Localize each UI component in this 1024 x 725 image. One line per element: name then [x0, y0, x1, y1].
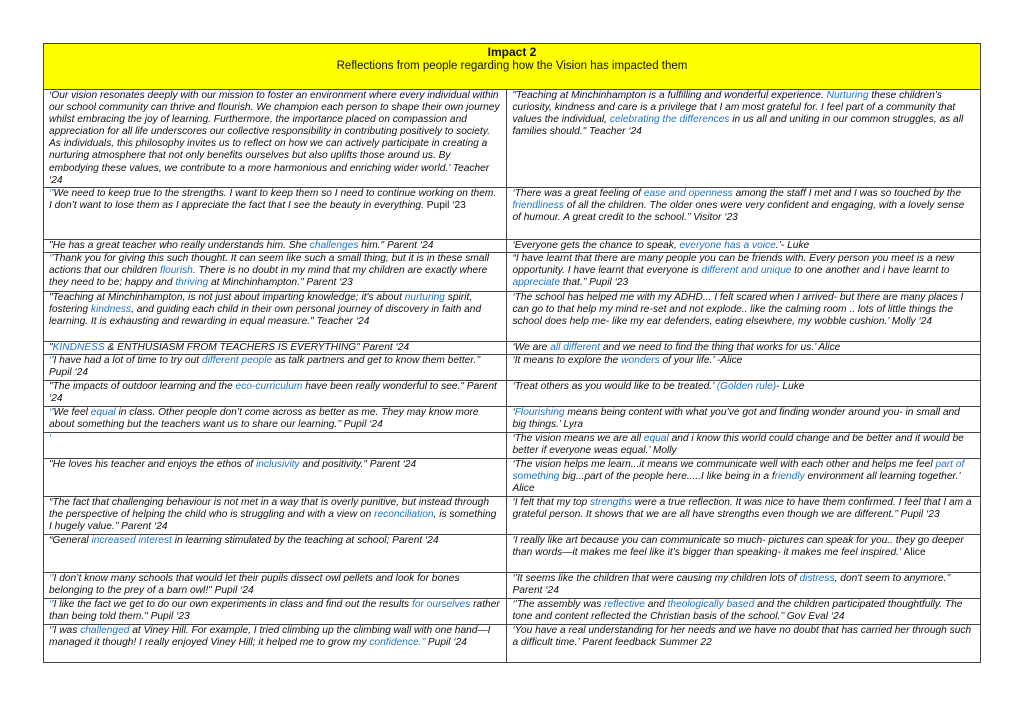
quote-cell-left — [44, 240, 507, 253]
quote-cell-left — [44, 599, 507, 625]
table-row — [44, 240, 981, 253]
highlighted-phrase: eco-curriculum — [235, 381, 303, 393]
highlighted-phrase: different people — [201, 355, 273, 367]
quote-text: "The impacts of outdoor learning and the — [49, 381, 236, 393]
table-row — [44, 292, 981, 342]
quote-text: environment all learning together.’ Alice — [512, 471, 961, 495]
quote-cell-right — [507, 188, 981, 240]
highlighted-phrase: reconciliation — [374, 509, 434, 521]
quote-text: big...part of the people here.....I like being in a f — [559, 471, 775, 483]
highlighted-phrase: reflective — [604, 599, 645, 611]
table-row — [44, 355, 981, 381]
quote-cell-right — [507, 90, 981, 188]
quote-cell-left — [44, 535, 507, 573]
highlighted-phrase: strengths — [590, 497, 632, 509]
quote-text: at Viney Hill. For example, I tried climbing up the climbing wall with one hand—I managed it though! I really enjoyed Viney Hill; it helped me to grow my — [49, 625, 491, 649]
highlighted-phrase: kindness — [90, 304, 132, 316]
highlighted-phrase: increased interest — [91, 535, 172, 547]
quote-text: ‘The school has helped me with my ADHD... I felt scared when I arrived- but there are many places I can go to that help my mind re-set and not explode.. like the calming room .. lots of little things the school does help me- like my ear defenders, eating elsewhere, my wobble cushion.’ Molly ‘24 — [512, 292, 964, 328]
quote-cell-right — [507, 599, 981, 625]
quote-text: "Teaching at Minchinhampton is a fulfilling and wonderful experience. — [512, 90, 827, 101]
highlighted-phrase: everyone has a voice — [679, 240, 776, 251]
quote-cell-right — [507, 625, 981, 663]
quote-text: were a true reflection. It was nice to have them confirmed. I feel that I am a grateful person. It shows that we are all have strengths even though we are different.’’ Pupil ‘23 — [512, 497, 972, 521]
highlighted-phrase: inclusivity — [255, 459, 300, 471]
quote-text: "Teaching at Minchinhampton, is not just about imparting knowledge; it's about — [49, 292, 405, 304]
quote-text: spirit, fostering — [49, 292, 473, 316]
table-row — [44, 90, 981, 188]
quote-text: of your life.’ -Alice — [659, 355, 743, 367]
quote-text: , and guiding each child in their own personal journey of discovery in faith and learning. It is exhausting and rewarding in equal measure." Teacher ‘24 — [49, 304, 482, 328]
quote-cell-right — [507, 459, 981, 497]
quote-text: , don't seem to anymore.’’ Parent ‘24 — [512, 573, 951, 597]
quote-text: ‘You have a real understanding for her needs and we have no doubt that has carried her through such a difficult time.’ Parent feedback Summer 22 — [512, 625, 972, 649]
quote-text: Pupil ‘24 — [425, 637, 467, 649]
quote-text: in class. Other people don’t come across as better as me. They may know more about something but the teachers want us to share our learning.’’ Pupil ‘24 — [49, 407, 479, 431]
quote-text: and we need to find the thing that works for us.’ Alice — [600, 342, 841, 354]
quote-text: “General — [49, 535, 92, 547]
quote-text: ‘Treat others as you would like to be treated.’ — [512, 381, 717, 393]
highlighted-phrase: ‘ — [49, 253, 52, 265]
highlighted-phrase: ‘ — [49, 407, 52, 419]
highlighted-phrase: Flourishing — [514, 407, 565, 419]
highlighted-phrase: ‘ — [49, 188, 52, 199]
quote-text: “The fact that challenging behaviour is not met in a way that is overly punitive, but instead through the perspective of helping the child who is struggling and with a view on — [49, 497, 490, 521]
table-row — [44, 407, 981, 433]
quote-text: ’I have had a lot of time to try out — [51, 355, 202, 367]
quote-text: ‘It means to explore the — [512, 355, 622, 367]
quote-text: means being content with what you’ve got and finding wonder around you- in small and big things.’ Lyra — [512, 407, 960, 431]
quote-text: ‘There was a great feeling of — [512, 188, 644, 199]
quote-text: ‘I felt that my top — [512, 497, 591, 509]
highlighted-phrase: all different — [550, 342, 601, 354]
quote-text: and — [644, 599, 668, 611]
quote-text: as talk partners and get to know them better.’’ Pupil ‘24 — [49, 355, 480, 379]
quote-text: & ENTHUSIASM FROM TEACHERS IS EVERYTHING" Parent ‘24 — [104, 342, 410, 354]
quote-cell-left — [44, 459, 507, 497]
quote-text: that.’’ Pupil ‘23 — [560, 277, 629, 289]
quote-text: and positivity." Parent ‘24 — [299, 459, 417, 471]
quote-text: in us all and uniting in our common struggles, as all families should." Teacher ‘24 — [512, 114, 964, 138]
quote-text: ’I like the fact we get to do our own experiments in class and find out the results — [51, 599, 412, 611]
quote-text: rather than being told them." Pupil ‘23 — [49, 599, 500, 623]
quote-cell-right — [507, 342, 981, 355]
highlighted-phrase: appreciate — [512, 277, 561, 289]
quote-text: of all the children. The older ones were very confident and engaging, with a lovely sense of humour. A great credit to the school.’’ Visitor ‘23 — [512, 200, 965, 224]
quote-text: “I have learnt that there are many people you can be friends with. Every person you meet is a new opportunity. I have learnt that everyone is — [512, 253, 955, 277]
highlighted-phrase: challenges — [309, 240, 359, 251]
quote-cell-left — [44, 625, 507, 663]
highlighted-phrase: challenged — [80, 625, 130, 637]
quote-cell-left — [44, 407, 507, 433]
quote-cell-right — [507, 573, 981, 599]
highlighted-phrase: Nurturing — [826, 90, 869, 101]
quote-text: in learning stimulated by the teaching at school; Parent ‘24 — [171, 535, 439, 547]
quote-text: ‘Everyone gets the chance to speak, — [512, 240, 680, 251]
quote-text: ’We need to keep true to the strengths. I want to keep them so I need to continue working on them. I don’t want to lose them as I appreciate the fact that I see the beauty in everything. — [49, 188, 497, 212]
quote-text: to one another and i have learnt to — [791, 265, 950, 277]
quote-cell-left — [44, 188, 507, 240]
quote-text: these children’s curiosity, kindness and care is a privilege that I am most grateful for. I feel part of a community that values the individual, — [512, 90, 956, 126]
quote-text: ‘The vision helps me learn...it means we communicate well with each other and helps me feel — [512, 459, 936, 471]
quote-text: ’We feel — [51, 407, 91, 419]
quote-text: ’I don’t know many schools that would let their pupils dissect owl pellets and look for bones belonging to the prey of a barn owl!" Pupil ‘24 — [49, 573, 460, 597]
quote-text: ‘ — [512, 407, 515, 419]
table-row — [44, 253, 981, 292]
quote-cell-left — [44, 90, 507, 188]
highlighted-phrase: different and unique — [701, 265, 792, 277]
table-subtitle: Reflections from people regarding how the Vision has impacted them — [336, 60, 688, 72]
quote-text: ’Thank you for giving this such thought. It can seem like such a small thing, but it is in these small actions that our children — [49, 253, 489, 277]
quote-cell-right — [507, 240, 981, 253]
quote-text: Alice — [903, 547, 926, 559]
table-title: Impact 2 — [487, 45, 537, 59]
quote-text: and i know this world could change and be better and it would be better if everyone weas equal.’ Molly — [512, 433, 964, 457]
quote-cell-right — [507, 292, 981, 342]
highlighted-phrase: flourish — [160, 265, 193, 277]
quote-text: .’- Luke — [775, 240, 810, 251]
quote-text: him." Parent ‘24 — [358, 240, 434, 251]
highlighted-phrase: friendliness — [512, 200, 564, 212]
quote-text: "He loves his teacher and enjoys the ethos of — [49, 459, 256, 471]
quote-text: ‘’I was — [49, 625, 81, 637]
quote-text: ‘I really like art because you can communicate so much- pictures can speak for you.. they go deeper than words—it makes me feel like it’s bigger than speaking- it makes me feel inspired.’ — [512, 535, 964, 559]
quote-text: - Luke — [776, 381, 805, 393]
quote-text: among the staff I met and I was so touched by the — [732, 188, 961, 199]
highlighted-phrase: ‘ — [49, 573, 52, 585]
highlighted-phrase: thriving — [175, 277, 209, 289]
table-row — [44, 188, 981, 240]
highlighted-phrase: ease and openness — [643, 188, 733, 199]
quote-text: , is something I hugely value.’’ Parent ‘24 — [49, 509, 497, 533]
quote-cell-right — [507, 381, 981, 407]
highlighted-phrase: ‘ — [49, 599, 52, 611]
highlighted-phrase: part of something — [512, 459, 965, 483]
quote-cell-right — [507, 407, 981, 433]
table-row — [44, 535, 981, 573]
quote-cell-left — [44, 355, 507, 381]
highlighted-phrase: ‘ — [49, 355, 52, 367]
table-row — [44, 625, 981, 663]
quote-cell-right — [507, 253, 981, 292]
quote-cell-left — [44, 381, 507, 407]
highlighted-phrase: nurturing — [404, 292, 445, 304]
quote-text: ‘’The assembly was — [512, 599, 605, 611]
highlighted-phrase: for ourselves — [411, 599, 471, 611]
quote-text: Pupil ‘23 — [426, 200, 466, 212]
table-row — [44, 497, 981, 535]
table-row — [44, 381, 981, 407]
quotes-body — [44, 90, 981, 663]
quote-cell-right — [507, 497, 981, 535]
highlighted-phrase: theologically based — [667, 599, 755, 611]
quote-cell-left — [44, 497, 507, 535]
quote-cell-right — [507, 355, 981, 381]
highlighted-phrase: riendly — [774, 471, 805, 483]
impact-table — [43, 43, 981, 663]
quote-cell-left — [44, 253, 507, 292]
highlighted-phrase: ‘ — [49, 433, 52, 445]
quote-cell-left — [44, 292, 507, 342]
quote-text: at Minchinhampton.’’ Parent ‘23 — [208, 277, 353, 289]
table-row — [44, 342, 981, 355]
quote-text: ‘’It seems like the children that were causing my children lots of — [512, 573, 800, 585]
highlighted-phrase: equal — [90, 407, 116, 419]
quote-text: "He has a great teacher who really understands him. She — [49, 240, 310, 251]
quote-text: " — [49, 342, 53, 354]
quote-text: ‘We are — [512, 342, 551, 354]
quote-cell-right — [507, 535, 981, 573]
quote-cell-right — [507, 433, 981, 459]
highlighted-phrase: distress — [799, 573, 835, 585]
table-row — [44, 573, 981, 599]
table-row — [44, 599, 981, 625]
quote-text: and the children participated thoughtfully. The tone and content reflected the Christian basis of the school.’’ Gov Eval ‘24 — [512, 599, 963, 623]
highlighted-phrase: (Golden rule) — [716, 381, 777, 393]
quote-cell-left — [44, 342, 507, 355]
table-header-row — [44, 44, 981, 90]
table-header — [44, 44, 981, 90]
quote-text: ‘Our vision resonates deeply with our mission to foster an environment where every individual within our school community can thrive and flourish. We champion each person to shape their own journey whilst embracing the joy of learning. Furthermore, the importance placed on compassion and appreciation for all life underscores our collective responsibility in contributing positively to society. As individuals, this philosophy invites us to reflect on how we can actively participate in creating a nurturing atmosphere that not only benefits ourselves but also uplifts those around us. By embodying these values, we contribute to a more harmonious and enriching wider world.’ Teacher ‘24 — [49, 90, 500, 186]
highlighted-phrase: equal — [643, 433, 669, 445]
highlighted-phrase: celebrating the differences — [609, 114, 730, 126]
highlighted-phrase: confidence.’’ — [369, 637, 426, 649]
quote-text: . There is no doubt in my mind that my children are exactly where they need to be; happy and — [49, 265, 488, 289]
quote-cell-left — [44, 433, 507, 459]
highlighted-phrase: KINDNESS — [52, 342, 105, 354]
quote-cell-left — [44, 573, 507, 599]
table-row — [44, 433, 981, 459]
quote-text: ‘The vision means we are all — [512, 433, 644, 445]
table-row — [44, 459, 981, 497]
highlighted-phrase: wonders — [621, 355, 660, 367]
quote-text: have been really wonderful to see." Parent ‘24 — [49, 381, 497, 405]
